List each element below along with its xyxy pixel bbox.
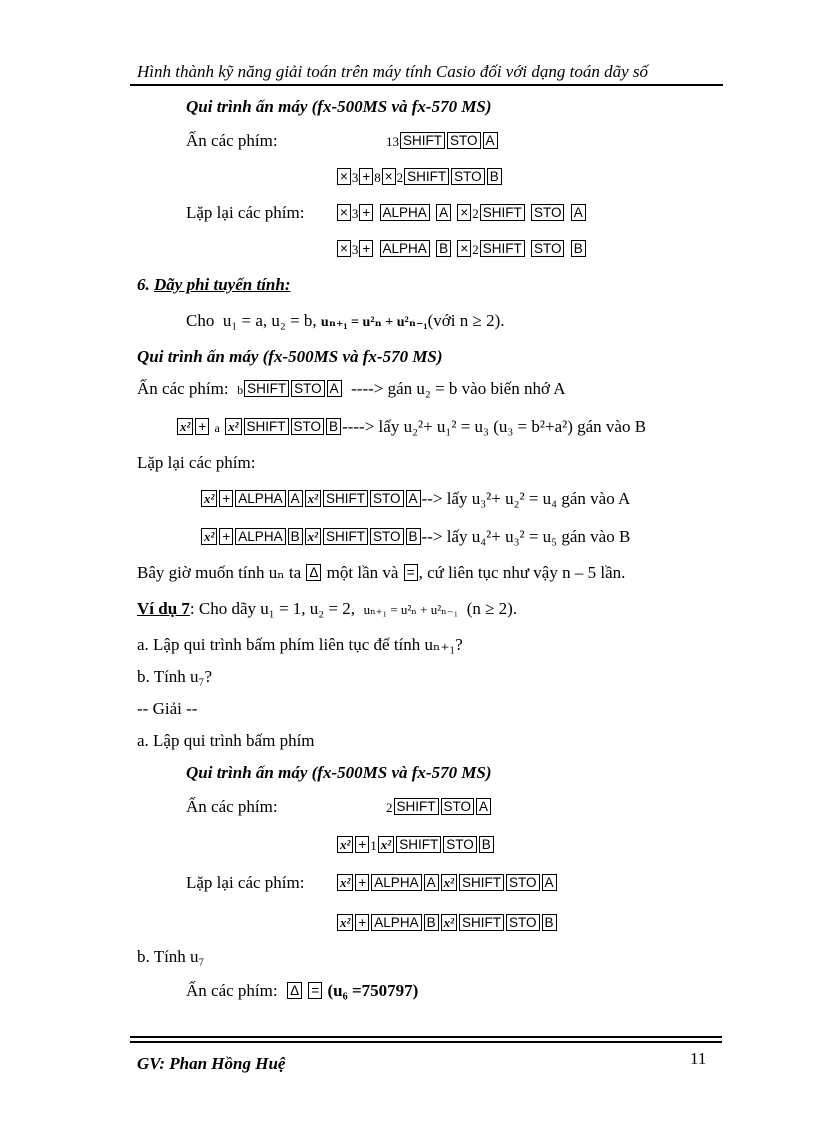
example-7-aa: a. Lập qui trình bấm phím <box>137 731 315 750</box>
proc-title-3: Qui trình ấn máy (fx-500MS và fx-570 MS) <box>186 763 492 782</box>
press-label-1: Ấn các phím: <box>186 131 278 150</box>
footer-rule-top <box>130 1036 722 1038</box>
key-row-4: × 3 + ALPHA B × 2 SHIFT STO B <box>336 238 587 261</box>
example-7-qa: a. Lập qui trình bấm phím liên tục để tính uₙ₊₁? <box>137 635 463 654</box>
example-7-qb: b. Tính u₇? <box>137 667 213 686</box>
proc-title-1: Qui trình ấn máy (fx-500MS và fx-570 MS) <box>186 97 492 116</box>
page-number: 11 <box>690 1049 707 1068</box>
s6-row-4: x² + ALPHA B x² SHIFT STO B --> lấy u₄²+ u₃² = u₅ gán vào B <box>200 526 630 548</box>
s6-now-line: Bây giờ muốn tính uₙ ta Δ một lần và = , cứ liên tục như vậy n – 5 lần. <box>137 563 626 582</box>
repeat-label-1: Lặp lại các phím: <box>186 203 305 222</box>
press-label-3: Ấn các phím: <box>186 797 278 816</box>
header-title: Hình thành kỹ năng giải toán trên máy tính Casio đối với dạng toán dãy số <box>137 62 649 81</box>
s6-row-3: x² + ALPHA A x² SHIFT STO A --> lấy u₃²+ u₂² = u₄ gán vào A <box>200 488 630 510</box>
key-row-1: 13 SHIFT STO A <box>386 130 499 153</box>
key-row-3: × 3 + ALPHA A × 2 SHIFT STO A <box>336 202 587 225</box>
s6-row-2: x² + a x² SHIFT STO B ----> lấy u₂²+ u₁² = u₃ (u₃ = b²+a²) gán vào B <box>176 416 646 439</box>
section-6-heading: 6. Dãy phi tuyến tính: <box>137 275 291 294</box>
ex7-final-row: Ấn các phím: Δ = (u₆ =750797) <box>186 981 419 1000</box>
header-rule <box>130 84 723 86</box>
ex7-row-2: x² + 1 x² SHIFT STO B <box>336 834 495 857</box>
proc-title-2: Qui trình ấn máy (fx-500MS và fx-570 MS) <box>137 347 443 366</box>
repeat-label-2: Lặp lại các phím: <box>137 453 256 472</box>
s6-row-1: Ấn các phím: b SHIFT STO A ----> gán u₂ = b vào biến nhớ A <box>137 379 566 398</box>
repeat-label-3: Lặp lại các phím: <box>186 873 305 892</box>
key-row-2: × 3 + 8 × 2 SHIFT STO B <box>336 166 503 189</box>
ex7-row-4: x² + ALPHA B x² SHIFT STO B <box>336 912 558 934</box>
example-7-giai: -- Giải -- <box>137 699 198 718</box>
example-7-bb: b. Tính u₇ <box>137 947 205 966</box>
footer-author: GV: Phan Hồng Huệ <box>137 1054 286 1073</box>
ex7-row-3: x² + ALPHA A x² SHIFT STO A <box>336 872 558 894</box>
section-6-definition: Cho u₁ = a, u₂ = b, uₙ₊₁ = u²ₙ + u²ₙ₋₁(với n ≥ 2). <box>186 311 505 330</box>
example-7-line: Ví dụ 7: Cho dãy u₁ = 1, u₂ = 2, uₙ₊₁ = u²ₙ + u²ₙ₋₁ (n ≥ 2). <box>137 599 518 618</box>
footer-rule-bottom <box>130 1041 722 1043</box>
ex7-row-1: 2 SHIFT STO A <box>386 796 492 819</box>
